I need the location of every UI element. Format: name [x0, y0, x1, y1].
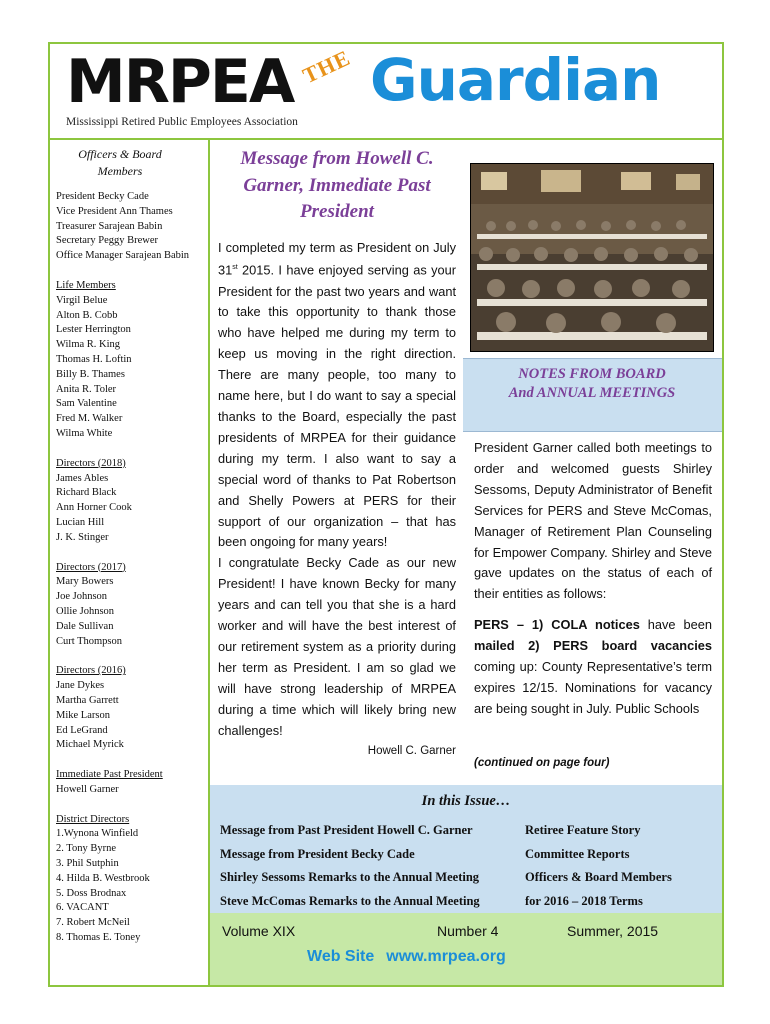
notes-title: NOTES FROM BOARD And ANNUAL MEETINGS — [508, 366, 676, 401]
meeting-photo — [470, 163, 714, 352]
directors-2017-list — [56, 561, 206, 650]
list-item: 2. Tony Byrne — [56, 843, 117, 855]
list-item: Office Manager Sarajean Babin — [56, 250, 190, 262]
list-item: 5. Doss Brodnax — [56, 887, 127, 899]
list-item: Secretary Peggy Brewer — [56, 235, 159, 247]
article-paragraph: I congratulate Becky Cade as our new President! I have known Becky for many years and can tell you that she is a hard worker and will have the best interest of our retirement system as a priority during her term as President. I am so glad we will have strong leadership of MRPEA during a time which will likely bring new challenges! — [218, 555, 456, 738]
issue-season: Summer, 2015 — [567, 923, 659, 939]
list-item: 6. VACANT — [56, 902, 109, 914]
list-item: 8. Thomas E. Toney — [56, 932, 141, 944]
sidebar-header: Officers & Board Members — [78, 147, 162, 178]
in-this-issue-list — [220, 819, 720, 913]
list-item: Martha Garrett — [56, 694, 119, 706]
notes-header-box — [463, 358, 722, 432]
list-item: Michael Myrick — [56, 739, 124, 751]
in-this-issue-title: In this Issue… — [421, 793, 511, 809]
website-label: Web Site — [307, 948, 375, 965]
list-item: Alton B. Cobb — [56, 309, 118, 321]
article-title: Message from Howell C. Garner, Immediate Past President — [240, 148, 434, 222]
masthead-guardian: Guardian — [370, 46, 661, 114]
group-title: Directors (2016) — [56, 665, 126, 677]
list-item: Joe Johnson — [56, 591, 108, 603]
volume-label: Volume XIX — [222, 923, 296, 939]
list-item: Ollie Johnson — [56, 605, 115, 617]
list-item: Anita R. Toler — [56, 383, 117, 395]
group-title: Directors (2017) — [56, 561, 126, 573]
list-item: James Ables — [56, 472, 109, 484]
list-item: Message from President Becky Cade Committee Reports — [220, 846, 630, 861]
group-title: Directors (2018) — [56, 457, 126, 469]
notes-paragraph: President Garner called both meetings to order and welcomed guests Shirley Sessoms, Deputy Administrator of Benefit Services for PERS and Steve McComas, Manager of Retirement Plan Counseling for Empower Company. Shirley and Steve gave updates on the status of each of their entities as follows: — [474, 440, 712, 602]
list-item: 7. Robert McNeil — [56, 917, 130, 929]
list-item: Sam Valentine — [56, 398, 117, 410]
masthead-divider — [48, 138, 724, 140]
list-item: Treasurer Sarajean Babin — [56, 220, 163, 232]
group-title: Life Members — [56, 279, 116, 291]
list-item: Ann Horner Cook — [56, 502, 132, 514]
list-item: Shirley Sessoms Remarks to the Annual Meeting Officers & Board Members — [220, 870, 672, 885]
past-president-list — [56, 768, 206, 798]
list-item: Richard Black — [56, 487, 117, 499]
group-title: Immediate Past President — [56, 769, 163, 781]
notes-body — [474, 438, 712, 720]
article-paragraph: I completed my term as President on July 31st 2015. I have enjoyed serving as your President for the past two years and want to take this opportunity to thank those who have helped me during my term to keep us moving in the right direction. There are many people, too many to name here, but I do want to say a special thanks to the Board, especially the past presidents of MRPEA for their guidance during my term. I also want to say a special word of thanks to Pat Robertson and Shelly Powers at PERS for their support of our organization – that has been ongoing for many years! — [218, 239, 456, 550]
list-item: Howell Garner — [56, 783, 119, 795]
list-item: Mary Bowers — [56, 576, 114, 588]
list-item: Fred M. Walker — [56, 413, 123, 425]
issue-number: Number 4 — [437, 923, 499, 939]
website-line — [307, 948, 518, 966]
list-item: Lucian Hill — [56, 516, 105, 528]
notes-paragraph: PERS – 1) COLA notices have been mailed 2) PERS board vacancies coming up: County Representative’s term expires 12/15. Nominations for vacancy are being sought in July. Public Schools — [474, 617, 712, 716]
list-item: Curt Thompson — [56, 635, 123, 647]
list-item: 1.Wynona Winfield — [56, 828, 139, 840]
list-item: Billy B. Thames — [56, 368, 125, 380]
list-item: Steve McComas Remarks to the Annual Meeting for 2016 – 2018 Terms — [220, 893, 643, 908]
list-item: Vice President Ann Thames — [56, 205, 173, 217]
life-members-list — [56, 279, 206, 442]
in-this-issue-box — [210, 785, 722, 913]
masthead-the: THE — [298, 44, 355, 89]
list-item: President Becky Cade — [56, 191, 149, 202]
president-message — [218, 146, 456, 760]
list-item: Wilma White — [56, 427, 113, 439]
group-title: District Directors — [56, 813, 130, 825]
list-item: Ed LeGrand — [56, 724, 108, 736]
list-item: Jane Dykes — [56, 680, 105, 692]
masthead-mrpea: MRPEA — [66, 47, 294, 117]
district-directors-list — [56, 813, 206, 946]
directors-2016-list — [56, 664, 206, 753]
list-item: J. K. Stinger — [56, 531, 109, 543]
continued-note: (continued on page four) — [474, 757, 610, 769]
website-link[interactable]: www.mrpea.org — [386, 948, 506, 965]
list-item: Virgil Belue — [56, 294, 108, 306]
list-item: Mike Larson — [56, 709, 110, 721]
sidebar — [56, 146, 206, 961]
officers-list — [56, 190, 206, 264]
list-item: Wilma R. King — [56, 339, 121, 351]
directors-2018-list — [56, 457, 206, 546]
footer — [210, 913, 722, 985]
list-item: Message from Past President Howell C. Garner Retiree Feature Story — [220, 823, 641, 838]
article-signature: Howell C. Garner — [367, 744, 456, 757]
list-item: 4. Hilda B. Westbrook — [56, 872, 150, 884]
list-item: Dale Sullivan — [56, 620, 114, 632]
list-item: 3. Phil Sutphin — [56, 858, 119, 870]
masthead — [50, 44, 722, 138]
list-item: Thomas H. Loftin — [56, 353, 132, 365]
masthead-org-full: Mississippi Retired Public Employees Association — [66, 116, 298, 128]
list-item: Lester Herrington — [56, 324, 131, 336]
